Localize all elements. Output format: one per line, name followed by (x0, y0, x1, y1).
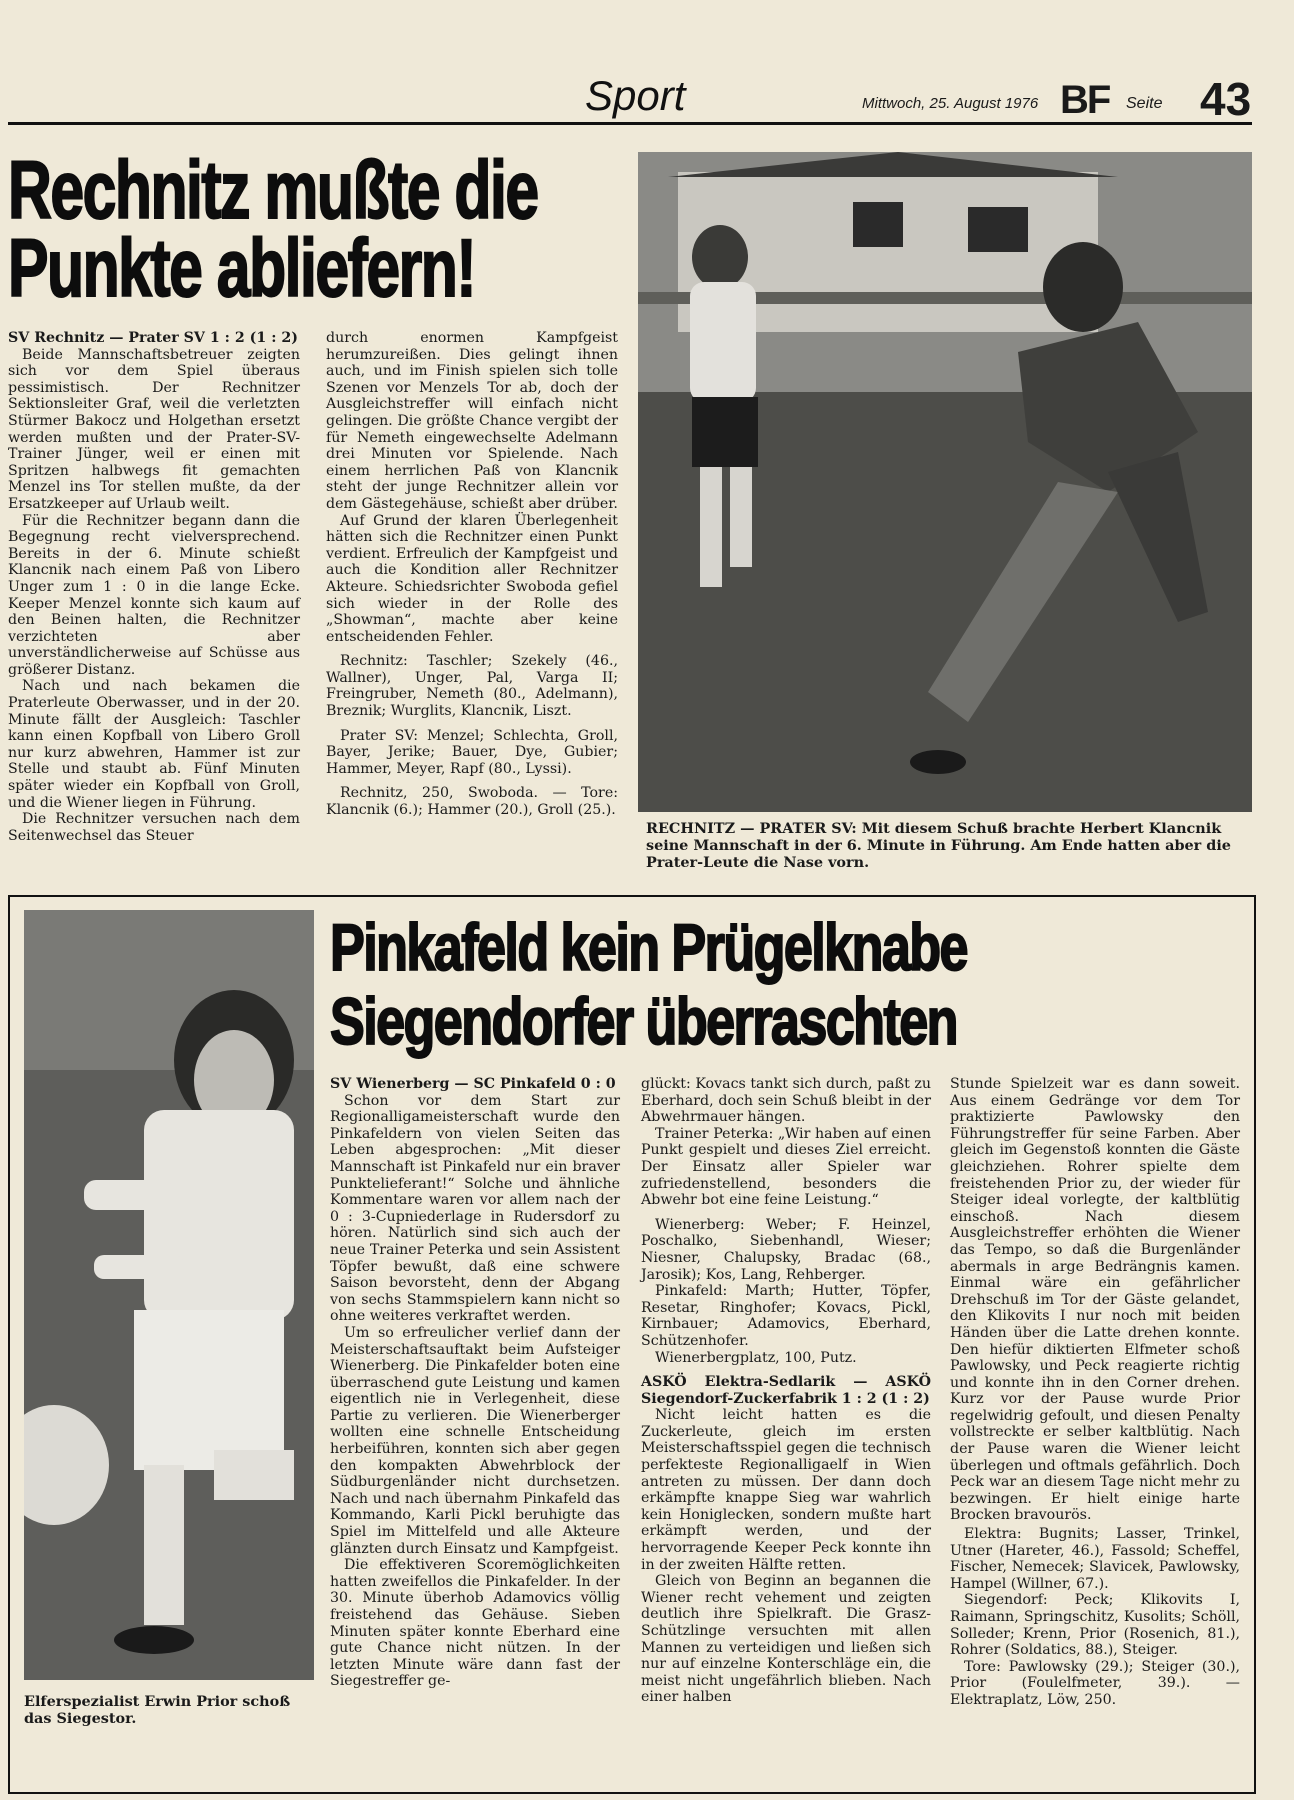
article2-paragraph: Die effektiveren Scoremöglichkeiten hatten zweifellos die Pinkafelder. In der 30. Minute überhob Adamovics völlig freistehend das Gehäuse. Sieben Minuten später konnte Eberhard eine gute Chance nicht nützen. In der letzten Minute wäre dann fast der Siegestreffer ge- (330, 1557, 620, 1690)
article1-column-1 (8, 330, 300, 844)
article1-paragraph: Auf Grund der klaren Überlegenheit hätten sich die Rechnitzer einen Punkt verdient. Erfreulich der Kampfgeist und auch die Kondition aller Rechnitzer Akteure. Schiedsrichter Swoboda gefiel sich wieder in der Rolle des „Showman“, machte aber keine entscheidenden Fehler. (326, 512, 618, 645)
article2-photo (24, 910, 314, 1680)
page-label: Seite (1126, 95, 1163, 112)
article1-paragraph: Nach und nach bekamen die Praterleute Oberwasser, und in der 20. Minute fällt der Ausgleich: Taschler kann einen Kopfball von Libero Groll nur kurz abwehren, Hammer ist zur Stelle und staubt ab. Fünf Minuten später wieder ein Kopfball von Groll, und die Wiener liegen in Führung. (8, 678, 300, 811)
page-number: 43 (1200, 73, 1252, 125)
issue-date: Mittwoch, 25. August 1976 (862, 95, 1039, 112)
article2-column-1 (330, 1076, 620, 1690)
article1-column-2 (326, 330, 618, 819)
article1-result: SV Rechnitz — Prater SV 1 : 2 (1 : 2) (8, 330, 298, 346)
lineup-wienerberg: Wienerberg: Weber; F. Heinzel, Poschalko, Siebenhandl, Wieser; Niesner, Chalupsky, Bradac (68., Jarosik); Kos, Lang, Rehberger. (641, 1216, 931, 1283)
article2-paragraph: Trainer Peterka: „Wir haben auf einen Punkt gespielt und dieses Ziel erreicht. Der Einsatz aller Spieler war zufriedenstellend, besonders die Abwehr bot eine feine Leistung.“ (641, 1125, 931, 1209)
lineup-pinkafeld: Pinkafeld: Marth; Hutter, Töpfer, Resetar, Ringhofer; Kovacs, Pickl, Kirnbauer; Adamovics, Eberhard, Schützenhofer. (641, 1283, 931, 1349)
article1-photo (638, 152, 1252, 812)
article1-photo-caption: RECHNITZ — PRATER SV: Mit diesem Schuß brachte Herbert Klancnik seine Mannschaft in der 6. Minute in Führung. Am Ende hatten aber die Prater-Leute die Nase vorn. (646, 820, 1231, 871)
match-venue: Wienerbergplatz, 100, Putz. (655, 1349, 857, 1366)
lineup-prater: Prater SV: Menzel; Schlechta, Groll, Bayer, Jerike; Bauer, Dye, Gubier; Hammer, Meyer, Rapf (80., Lyssi). (326, 727, 618, 777)
article1-paragraph: durch enormen Kampfgeist herumzureißen. Dies gelingt ihnen auch, und im Finish spielen sich tolle Szenen vor Menzels Tor ab, doch der Ausgleichstreffer will einfach nicht gelingen. Die größte Chance vergibt der für Nemeth eingewechselte Adelmann drei Minuten vor Spielende. Nach einem herrlichen Paß von Klancnik steht der junge Rechnitzer allein vor dem Gästegehäuse, schießt aber drüber. (326, 330, 618, 512)
article2-column-2 (641, 1076, 931, 1706)
article2-paragraph: glückt: Kovacs tankt sich durch, paßt zu Eberhard, doch sein Schuß bleibt in der Abwehrmauer hängen. (641, 1076, 931, 1126)
article2-paragraph: Schon vor dem Start zur Regionalligameisterschaft wurde den Pinkafeldern von vielen Seiten das Leben abgesprochen: „Mit dieser Mannschaft ist Pinkafeld nur ein braver Punktelieferant!“ Solche und ähnliche Kommentare waren vor allem nach der 0 : 3-Cupniederlage in Rudersdorf zu hören. Natürlich sind sich auch der neue Trainer Peterka und sein Assistent Töpfer bewußt, daß eine schwere Saison bevorsteht, denn der Abgang von sechs Stammspielern kann nicht so ohne weiteres verkraftet werden. (330, 1092, 620, 1325)
article2-paragraph: Nicht leicht hatten es die Zuckerleute, gleich im ersten Meisterschaftsspiel gegen die technisch perfekteste Regionalligaelf in Wien antreten zu müssen. Der dann doch erkämpfte knappe Sieg war wahrlich kein Honiglecken, sondern mußte hart erkämpft werden, und der hervorragende Keeper Peck konnte ihn in der zweiten Hälfte retten. (641, 1407, 931, 1573)
article1-headline-line1: Rechnitz mußte die (8, 145, 538, 236)
lineup-siegendorf: Siegendorf: Peck; Klikovits I, Raimann, Springschitz, Kusolits; Schöll, Solleder; Krenn, Prior (Rosenich, 81.), Rohrer (Soldatics, 88.), Steiger. (950, 1592, 1240, 1659)
lineup-elektra: Elektra: Bugnits; Lasser, Trinkel, Utner (Hareter, 46.), Fassold; Scheffel, Fischer, Nemecek; Slavicek, Pawlowsky, Hampel (Willner, 67.). (950, 1526, 1240, 1592)
section-title: Sport (585, 72, 686, 119)
article2-result-2: ASKÖ Elektra-Sedlarik — ASKÖ Siegendorf-Zuckerfabrik 1 : 2 (1 : 2) (641, 1374, 931, 1407)
article2-headline-line2: Siegendorfer überraschten (330, 984, 957, 1058)
article2-paragraph: Um so erfreulicher verlief dann der Meisterschaftsauftakt beim Aufsteiger Wienerberg. Die Pinkafelder boten eine überraschend gute Leistung und kamen eigentlich nie in Verlegenheit, diese Partie zu verlieren. Die Wienerberger wollten eine schnelle Entscheidung herbeiführen, konnten sich aber gegen den kompakten Abwehrblock der Südburgenländer nicht durchsetzen. Nach und nach übernahm Pinkafeld das Kommando, Karli Pickl beruhigte das Spiel im Mittelfeld und alle Akteure glänzten durch Einsatz und Kampfgeist. (330, 1324, 620, 1557)
article1-paragraph: Für die Rechnitzer begann dann die Begegnung recht vielversprechend. Bereits in der 6. Minute schießt Klancnik nach einem Paß von Libero Unger zum 1 : 0 in die lange Ecke. Keeper Menzel konnte sich kaum auf den Beinen halten, die Rechnitzer verzichteten aber unverständlicherweise auf Schüsse aus größerer Distanz. (8, 512, 300, 678)
lineup-rechnitz: Rechnitz: Taschler; Szekely (46., Wallner), Unger, Pal, Varga II; Freingruber, Nemeth (80., Adelmann), Breznik; Wurglits, Klancnik, Liszt. (326, 653, 618, 720)
player-portrait-photo (24, 910, 314, 1680)
match-venue: Rechnitz, 250, Swoboda. — Tore: Klancnik (6.); Hammer (20.), Groll (25.). (326, 785, 618, 819)
football-action-photo (638, 152, 1252, 812)
article2-column-3 (950, 1076, 1240, 1709)
article2-paragraph: Gleich von Beginn an begannen die Wiener recht vehement und zeigten deutlich ihre Spielkraft. Die Grasz-Schützlinge versuchten mit allen Mannen zu verteidigen und ließen sich nur auf einzelne Konterschläge ein, die meist nicht ungefährlich blieben. Nach einer halben (641, 1573, 931, 1706)
article2-paragraph: Stunde Spielzeit war es dann soweit. Aus einem Gedränge vor dem Tor praktizierte Pawlowsky den Führungstreffer für seine Farben. Aber gleich im Gegenstoß konnten die Gäste gleichziehen. Rohrer spielte dem freistehenden Prior zu, der wieder für Steiger ideal vorlegte, der kaltblütig einschoß. Nach diesem Ausgleichstreffer erhöhten die Wiener das Tempo, so daß die Burgenländer abermals in arge Bedrängnis kamen. Einmal wäre ein gefährlicher Drehschuß im Tor der Gäste gelandet, den Klikovits I nur noch mit beiden Händen über die Latte drehen konnte. Den hiefür diktierten Elfmeter schoß Pawlowsky, und Peck reagierte richtig und konnte ihn in den Corner drehen. Kurz vor der Pause wurde Prior regelwidrig gefoult, und diesen Penalty vollstreckte er selber kaltblütig. Nach der Pause waren die Wiener leicht überlegen und oftmals gefährlich. Doch Peck war an diesem Tage nicht mehr zu bezwingen. Er hielt einige harte Brocken bravourös. (950, 1076, 1240, 1524)
newspaper-logo: BF (1060, 78, 1110, 122)
article2-headline-line1: Pinkafeld kein Prügelknabe (330, 910, 967, 984)
article1-paragraph: Beide Mannschaftsbetreuer zeigten sich vor dem Spiel überaus pessimistisch. Der Rechnitzer Sektionsleiter Graf, weil die verletzten Stürmer Bakocz und Holgethan ersetzt werden mußten und der Prater-SV-Trainer Jünger, weil er einen mit Spritzen halbwegs fit gemachten Menzel ins Tor stellen mußte, da der Ersatzkeeper auf Urlaub weilt. (8, 346, 300, 512)
article2-photo-caption: Elferspezialist Erwin Prior schoß das Siegestor. (24, 1693, 291, 1727)
article1-headline-line2: Punkte abliefern! (8, 223, 476, 314)
match-goals: Tore: Pawlowsky (29.); Steiger (30.), Prior (Foulelfmeter, 39.). — Elektraplatz, Löw, 250. (950, 1658, 1240, 1708)
article2-result: SV Wienerberg — SC Pinkafeld 0 : 0 (330, 1076, 616, 1092)
article1-paragraph: Die Rechnitzer versuchen nach dem Seitenwechsel das Steuer (8, 811, 300, 844)
